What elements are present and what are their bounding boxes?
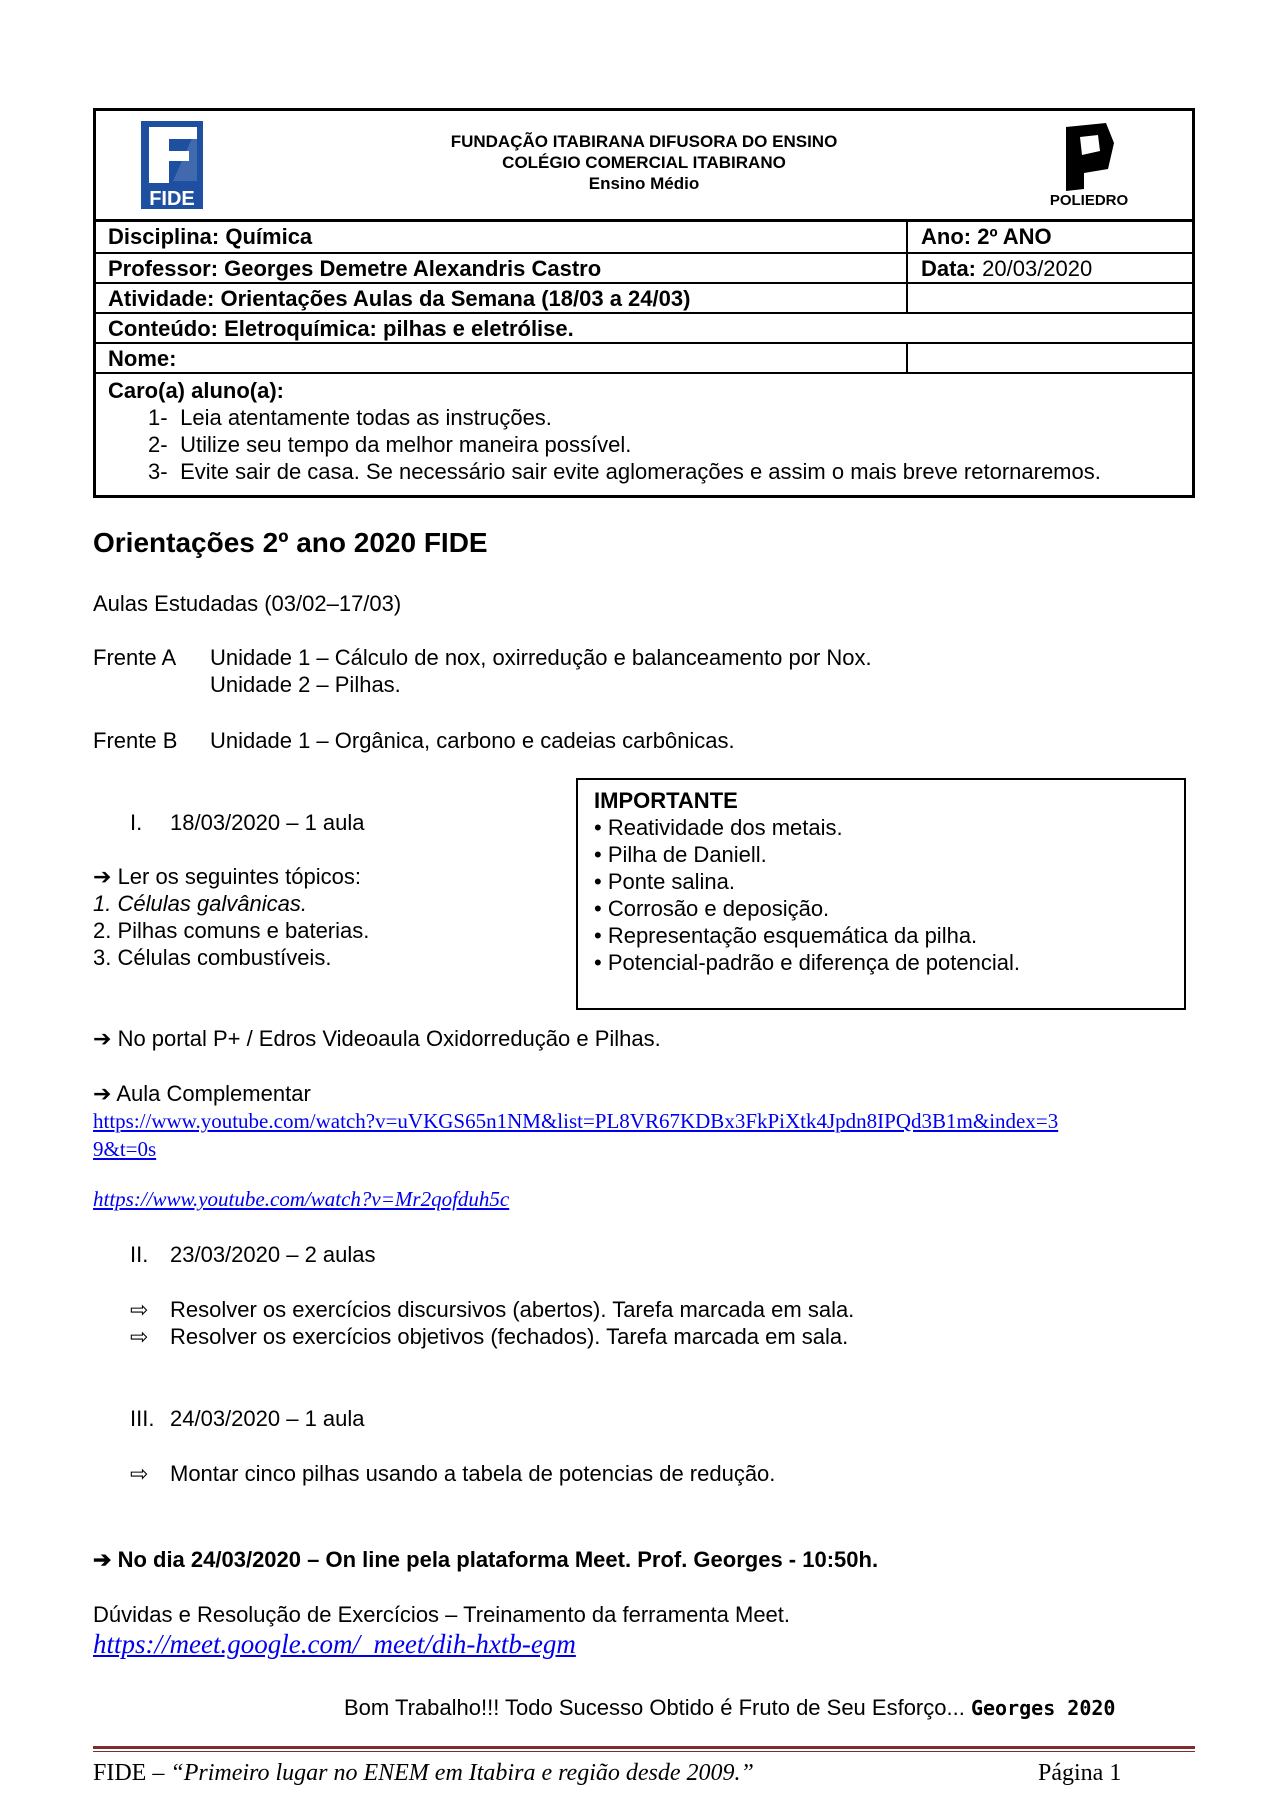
school-name: COLÉGIO COMERCIAL ITABIRANO (502, 153, 786, 172)
signature: Georges 2020 (970, 1696, 1116, 1720)
ler-topicos: ➔ Ler os seguintes tópicos: (93, 864, 361, 889)
divider (906, 219, 908, 252)
youtube-link-2[interactable]: https://www.youtube.com/watch?v=Mr2qofduh5c (93, 1187, 510, 1211)
section-3-title: 24/03/2020 – 1 aula (170, 1406, 365, 1431)
header-top (96, 111, 1192, 222)
footer-rule (93, 1746, 1195, 1749)
footer-rule-thin (93, 1751, 1195, 1752)
arrow-right-icon: ➔ (93, 1081, 112, 1106)
poliedro-logo-text: POLIEDRO (1049, 192, 1129, 209)
divider (906, 284, 908, 312)
importante-item: • Ponte salina. (594, 869, 736, 894)
section-1-number: I. (130, 810, 143, 835)
youtube-link-1-cont[interactable]: 9&t=0s (93, 1137, 157, 1161)
meet-notice: ➔ No dia 24/03/2020 – On line pela plataforma Meet. Prof. Georges - 10:50h. (93, 1547, 879, 1572)
institution-block (96, 131, 1192, 194)
row-conteudo (96, 314, 1192, 344)
arrow-right-icon: ➔ (93, 864, 112, 889)
importante-item: • Potencial-padrão e diferença de potencial. (594, 950, 1020, 975)
arrow-right-icon: ➔ (93, 1026, 112, 1051)
instruction-2: 2- Utilize seu tempo da melhor maneira possível. (148, 432, 632, 457)
importante-item: • Pilha de Daniell. (594, 842, 767, 867)
importante-item: • Reatividade dos metais. (594, 815, 843, 840)
frente-a-unit1: Unidade 1 – Cálculo de nox, oxirredução e balanceamento por Nox. (210, 645, 872, 670)
frente-a-unit2: Unidade 2 – Pilhas. (210, 672, 401, 697)
section-1-title: 18/03/2020 – 1 aula (170, 810, 365, 835)
topic-2: 2. Pilhas comuns e baterias. (93, 918, 370, 943)
footer-motto: “Primeiro lugar no ENEM em Itabira e região desde 2009.” (170, 1760, 754, 1786)
data-label: Data: (921, 256, 977, 281)
section-2-number: II. (130, 1242, 149, 1267)
frente-a-label: Frente A (93, 645, 177, 670)
meet-link[interactable]: https://meet.google.com/_meet/dih-hxtb-egm (93, 1629, 576, 1659)
nome-label: Nome: (108, 346, 177, 371)
page-title: Orientações 2º ano 2020 FIDE (93, 527, 488, 558)
ano: Ano: 2º ANO (921, 224, 1052, 249)
data-value: 20/03/2020 (982, 256, 1093, 281)
youtube-link-1[interactable]: https://www.youtube.com/watch?v=uVKGS65n1NM&list=PL8VR67KDBx3FkPiXtk4Jpdn8IPQd3B1m&index=3 (93, 1109, 1059, 1133)
importante-box (576, 778, 1186, 1010)
topic-1: 1. Células galvânicas. (93, 891, 308, 916)
arrow-right-icon: ➔ (93, 1547, 112, 1572)
hollow-arrow-icon: ⇨ (130, 1461, 149, 1486)
importante-title: IMPORTANTE (594, 788, 738, 813)
task-2: ⇨ Resolver os exercícios objetivos (fechados). Tarefa marcada em sala. (130, 1324, 849, 1349)
section-3-number: III. (130, 1406, 155, 1431)
fide-logo-text: FIDE (149, 188, 195, 209)
duvidas: Dúvidas e Resolução de Exercícios – Treinamento da ferramenta Meet. (93, 1602, 791, 1627)
footer-left: FIDE – “Primeiro lugar no ENEM em Itabira e região desde 2009.” (93, 1760, 754, 1786)
hollow-arrow-icon: ⇨ (130, 1324, 149, 1349)
frente-b-unit1: Unidade 1 – Orgânica, carbono e cadeias carbônicas. (210, 728, 735, 753)
closing-message: Bom Trabalho!!! Todo Sucesso Obtido é Fruto de Seu Esforço... Georges 2020 (344, 1695, 1116, 1720)
professor: Professor: Georges Demetre Alexandris Castro (108, 256, 602, 281)
task-3: ⇨ Montar cinco pilhas usando a tabela de potencias de redução. (130, 1461, 776, 1486)
row-atividade (96, 284, 1192, 314)
disciplina: Disciplina: Química (108, 224, 313, 249)
aulas-estudadas: Aulas Estudadas (03/02–17/03) (93, 591, 402, 616)
instruction-1: 1- Leia atentamente todas as instruções. (148, 405, 552, 430)
school-level: Ensino Médio (588, 174, 700, 193)
importante-item: • Corrosão e deposição. (594, 896, 830, 921)
importante-item: • Representação esquemática da pilha. (594, 923, 978, 948)
portal-note: ➔ No portal P+ / Edros Videoaula Oxidorredução e Pilhas. (93, 1026, 661, 1051)
instruction-3: 3- Evite sair de casa. Se necessário sair evite aglomerações e assim o mais breve retornaremos. (148, 459, 1101, 484)
caro-aluno: Caro(a) aluno(a): (108, 378, 284, 403)
section-2-title: 23/03/2020 – 2 aulas (170, 1242, 376, 1267)
task-1: ⇨ Resolver os exercícios discursivos (abertos). Tarefa marcada em sala. (130, 1297, 855, 1322)
divider (906, 344, 908, 372)
header-table (93, 108, 1195, 498)
data-field (921, 256, 1092, 282)
poliedro-logo (1044, 121, 1134, 211)
row-nome (96, 344, 1192, 374)
aula-complementar: ➔ Aula Complementar (93, 1081, 311, 1106)
atividade: Atividade: Orientações Aulas da Semana (18/03 a 24/03) (108, 286, 691, 311)
divider (906, 254, 908, 282)
conteudo: Conteúdo: Eletroquímica: pilhas e eletrólise. (108, 316, 574, 341)
page-number: Página 1 (1038, 1760, 1122, 1786)
hollow-arrow-icon: ⇨ (130, 1297, 149, 1322)
row-disciplina (96, 219, 1192, 254)
frente-b-label: Frente B (93, 728, 178, 753)
row-professor (96, 254, 1192, 284)
topic-3: 3. Células combustíveis. (93, 945, 332, 970)
institution-name: FUNDAÇÃO ITABIRANA DIFUSORA DO ENSINO (450, 132, 838, 151)
